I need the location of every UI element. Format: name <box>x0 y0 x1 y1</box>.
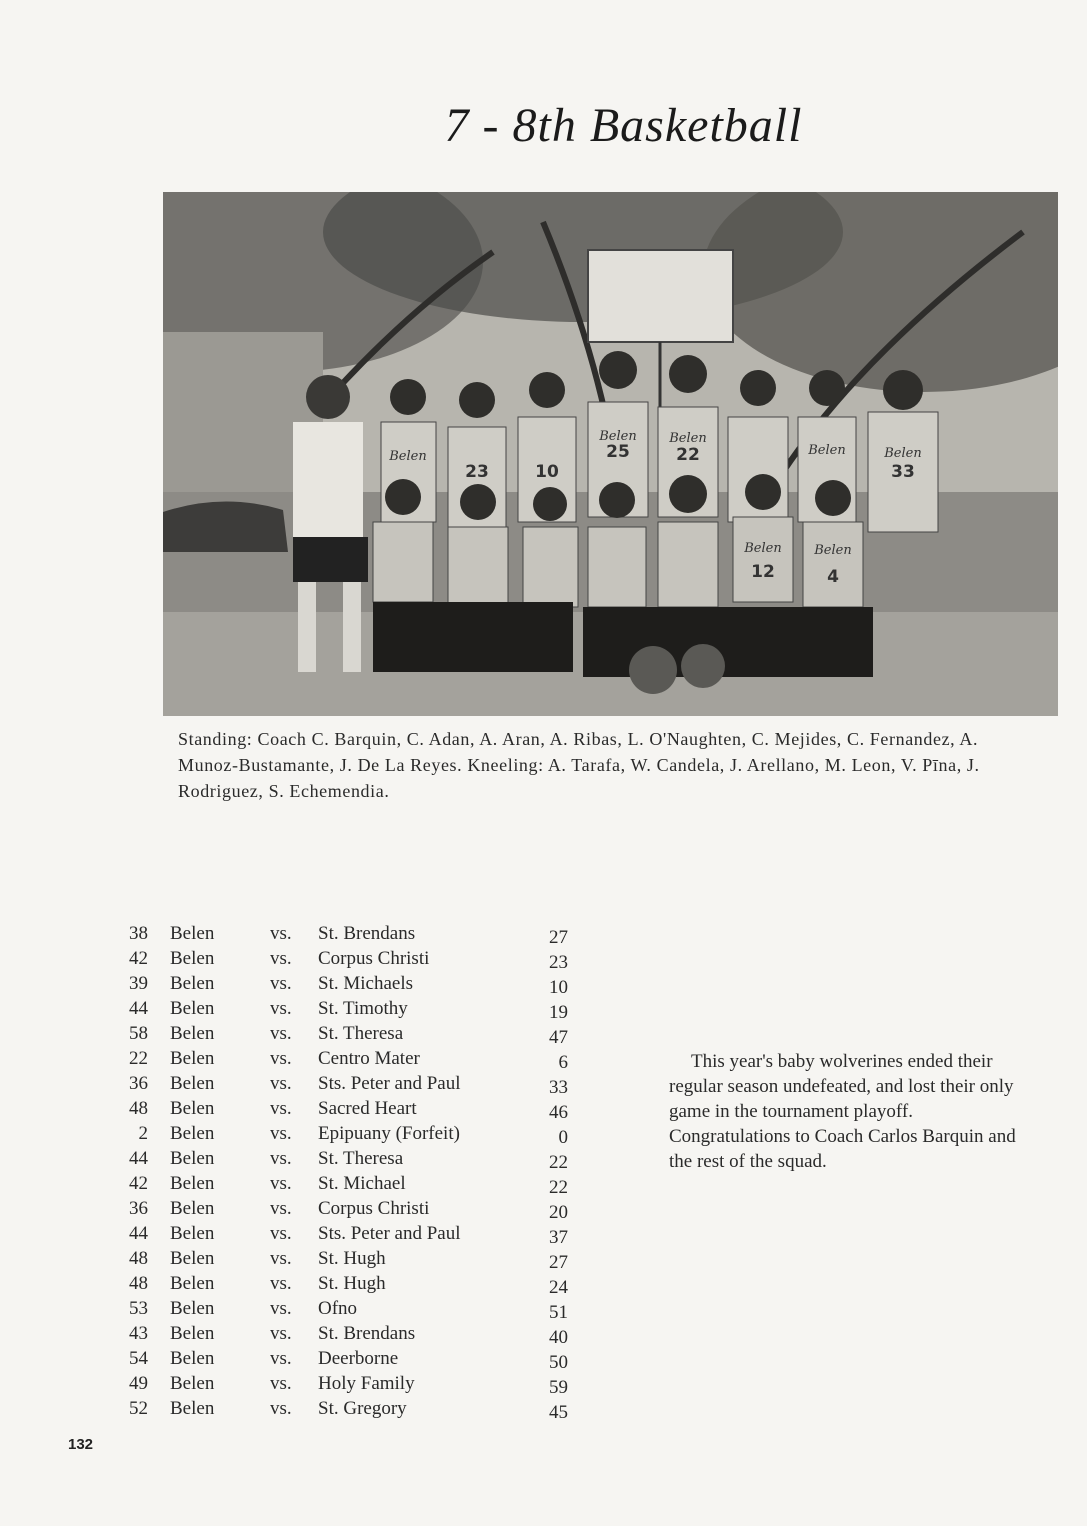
jersey-text: Belen <box>808 443 846 458</box>
belen-score: 48 <box>129 1248 148 1269</box>
belen-score: 53 <box>129 1298 148 1319</box>
opponent-name: Ofno <box>318 1298 358 1319</box>
belen-score: 2 <box>138 1123 148 1144</box>
team-name: Belen <box>170 1398 215 1419</box>
belen-score: 36 <box>129 1198 148 1219</box>
opponent-name: St. Michaels <box>318 973 413 994</box>
team-name: Belen <box>170 1123 215 1144</box>
team-name: Belen <box>170 998 215 1019</box>
team-name: Belen <box>170 1048 215 1069</box>
jersey-number: 10 <box>535 462 559 482</box>
versus-label: vs. <box>270 948 292 969</box>
opponent-name: St. Hugh <box>318 1248 386 1269</box>
opponent-score: 23 <box>549 952 568 973</box>
versus-label: vs. <box>270 1398 292 1419</box>
opponent-score: 24 <box>549 1277 568 1298</box>
belen-score: 43 <box>129 1323 148 1344</box>
opponent-name: Corpus Christi <box>318 1198 430 1219</box>
versus-label: vs. <box>270 1348 292 1369</box>
versus-label: vs. <box>270 1023 292 1044</box>
photo-caption: Standing: Coach C. Barquin, C. Adan, A. Aran, A. Ribas, L. O'Naughten, C. Mejides, C. Fernandez, A. Munoz-Bustamante, J. De La Reyes. Kneeling: A. Tarafa, W. Candela, J. Arellano, M. Leon, V. Pīna, J. Rodriguez, S. Echemendia. <box>178 729 980 801</box>
season-summary: This year's baby wolverines ended their regular season undefeated, and lost their only game in the tournament playoff. Congratulations to Coach Carlos Barquin and the rest of the squad. <box>669 1051 1016 1172</box>
team-name: Belen <box>170 1148 215 1169</box>
basketball-shape <box>681 644 725 688</box>
jersey-number: 25 <box>606 442 630 462</box>
belen-score: 58 <box>129 1023 148 1044</box>
versus-label: vs. <box>270 1098 292 1119</box>
opponent-name: Epipuany (Forfeit) <box>318 1123 460 1144</box>
versus-label: vs. <box>270 1373 292 1394</box>
team-name: Belen <box>170 1348 215 1369</box>
opponent-score: 51 <box>549 1302 568 1323</box>
jersey-number: 12 <box>751 562 775 582</box>
team-photo-illustration <box>163 192 1058 716</box>
opponent-score: 19 <box>549 1002 568 1023</box>
opponent-score: 33 <box>549 1077 568 1098</box>
basketball-shape <box>629 646 677 694</box>
opponent-score: 50 <box>549 1352 568 1373</box>
belen-score: 44 <box>129 998 148 1019</box>
opponent-name: Sts. Peter and Paul <box>318 1073 461 1094</box>
belen-score: 42 <box>129 948 148 969</box>
opponent-score: 27 <box>549 927 568 948</box>
versus-label: vs. <box>270 1198 292 1219</box>
versus-label: vs. <box>270 1148 292 1169</box>
opponent-score: 46 <box>549 1102 568 1123</box>
versus-label: vs. <box>270 998 292 1019</box>
page-title: 7 - 8th Basketball <box>444 99 803 152</box>
belen-score: 54 <box>129 1348 148 1369</box>
belen-score: 52 <box>129 1398 148 1419</box>
opponent-score: 20 <box>549 1202 568 1223</box>
versus-label: vs. <box>270 923 292 944</box>
belen-score: 48 <box>129 1098 148 1119</box>
opponent-name: St. Hugh <box>318 1273 386 1294</box>
jersey-number: 22 <box>676 445 700 465</box>
opponent-name: Sts. Peter and Paul <box>318 1223 461 1244</box>
team-name: Belen <box>170 1373 215 1394</box>
team-name: Belen <box>170 1248 215 1269</box>
jersey-text: Belen <box>744 541 782 556</box>
coach-figure <box>293 422 363 542</box>
versus-label: vs. <box>270 973 292 994</box>
jersey-number: 33 <box>891 462 915 482</box>
opponent-name: Deerborne <box>318 1348 399 1369</box>
team-name: Belen <box>170 1323 215 1344</box>
opponent-name: Sacred Heart <box>318 1098 417 1119</box>
versus-label: vs. <box>270 1323 292 1344</box>
opponent-name: St. Brendans <box>318 923 416 944</box>
team-photo <box>163 192 1058 716</box>
opponent-name: St. Timothy <box>318 998 408 1019</box>
opponent-score: 40 <box>549 1327 568 1348</box>
versus-label: vs. <box>270 1173 292 1194</box>
versus-label: vs. <box>270 1123 292 1144</box>
belen-score: 42 <box>129 1173 148 1194</box>
belen-score: 44 <box>129 1223 148 1244</box>
jersey-number: 4 <box>827 567 839 587</box>
opponent-score: 10 <box>549 977 568 998</box>
jersey-text: Belen <box>884 446 922 461</box>
opponent-score: 0 <box>558 1127 568 1148</box>
versus-label: vs. <box>270 1223 292 1244</box>
opponent-score: 22 <box>549 1177 568 1198</box>
jersey-text: Belen <box>669 431 707 446</box>
team-name: Belen <box>170 1073 215 1094</box>
opponent-name: Holy Family <box>318 1373 415 1394</box>
opponent-score: 6 <box>558 1052 568 1073</box>
opponent-score: 59 <box>549 1377 568 1398</box>
team-name: Belen <box>170 1173 215 1194</box>
opponent-score: 22 <box>549 1152 568 1173</box>
team-name: Belen <box>170 1298 215 1319</box>
opponent-name: St. Gregory <box>318 1398 407 1419</box>
team-name: Belen <box>170 948 215 969</box>
versus-label: vs. <box>270 1298 292 1319</box>
versus-label: vs. <box>270 1273 292 1294</box>
team-name: Belen <box>170 923 215 944</box>
opponent-name: St. Theresa <box>318 1148 404 1169</box>
versus-label: vs. <box>270 1248 292 1269</box>
versus-label: vs. <box>270 1073 292 1094</box>
jersey-text: Belen <box>389 449 427 464</box>
page-number: 132 <box>68 1436 94 1453</box>
backboard-shape <box>588 250 733 342</box>
opponent-name: Centro Mater <box>318 1048 420 1069</box>
opponent-score: 37 <box>549 1227 568 1248</box>
team-name: Belen <box>170 1273 215 1294</box>
team-name: Belen <box>170 1198 215 1219</box>
opponent-score: 45 <box>549 1402 568 1423</box>
opponent-score: 47 <box>549 1027 568 1048</box>
jersey-text: Belen <box>599 429 637 444</box>
belen-score: 48 <box>129 1273 148 1294</box>
versus-label: vs. <box>270 1048 292 1069</box>
belen-score: 36 <box>129 1073 148 1094</box>
belen-score: 39 <box>129 973 148 994</box>
belen-score: 44 <box>129 1148 148 1169</box>
belen-score: 38 <box>129 923 148 944</box>
opponent-name: St. Michael <box>318 1173 406 1194</box>
jersey-number: 23 <box>465 462 489 482</box>
team-name: Belen <box>170 973 215 994</box>
team-name: Belen <box>170 1023 215 1044</box>
opponent-name: St. Theresa <box>318 1023 404 1044</box>
jersey-text: Belen <box>814 543 852 558</box>
belen-score: 22 <box>129 1048 148 1069</box>
team-name: Belen <box>170 1223 215 1244</box>
opponent-name: Corpus Christi <box>318 948 430 969</box>
opponent-name: St. Brendans <box>318 1323 416 1344</box>
belen-score: 49 <box>129 1373 148 1394</box>
opponent-score: 27 <box>549 1252 568 1273</box>
team-name: Belen <box>170 1098 215 1119</box>
